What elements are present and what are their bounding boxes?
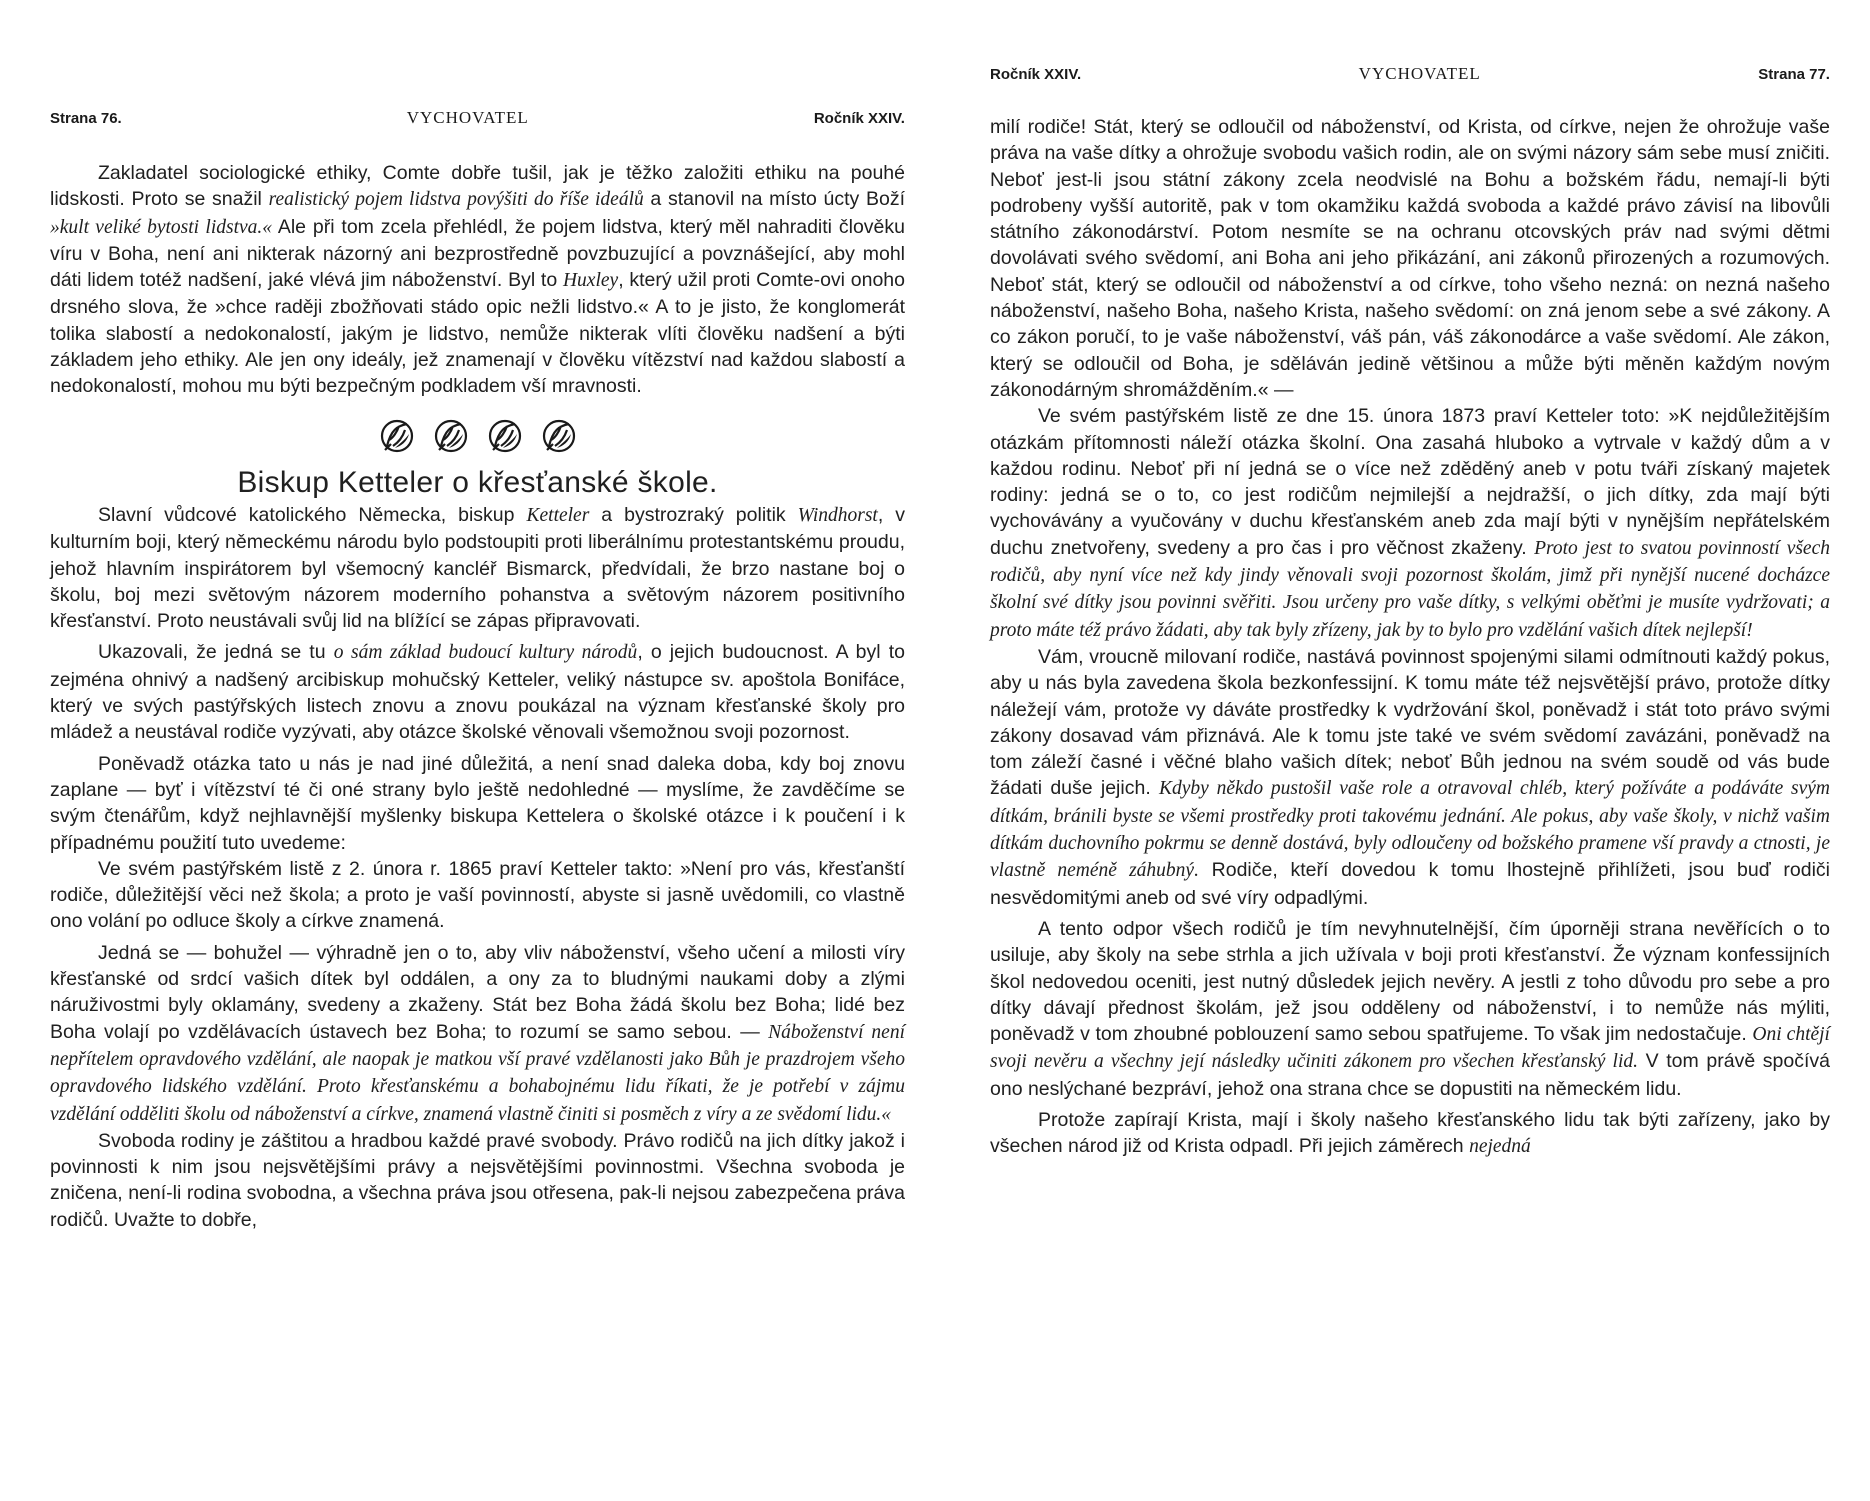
body-paragraph <box>990 916 1830 1102</box>
page-number: Strana 77. <box>1758 66 1830 83</box>
volume-label: Ročník XXIV. <box>813 110 905 127</box>
right-page <box>990 0 1870 1501</box>
text-run: A tento odpor všech rodičů je tím nevyhnutelnější, čím úporněji strana nevěřících o to usiluje, aby školy na sebe strhla a jich užívala v boji proti křesťanství. Že význam konfessijních škol nedovedou oceniti, jest nutný důsledek jejich nevěry. A jestli z toho důvodu pro sebe a pro dítky dávají přednost školám, jež jsou odděleny od náboženství, i to nemůže nás mýliti, poněvadž v tom zhoubné poblouzení samo sebou spatřujeme. To však jim nedostačuje. <box>990 917 1830 1046</box>
tulip-ornament-icon <box>485 416 525 456</box>
text-run: Rodiče, kteří dovedou k tomu lhostejně přihlížeti, jsou buď rodiči nesvědomitými aneb od své víry odpadlými. <box>990 859 1830 909</box>
text-run: , který užil proti Comte-ovi onoho drsného slova, že »chce raději zbožňovati stádo opic nežli lidstvo.« A to je jisto, že konglomerát tolika slabostí a nedokonalostí, jakým je lidstvo, nemůže nikterak vlíti člověku nadšení a býti základem jeho ethiky. Ale jen ony ideály, jež znamenají v člověku vítězství nad každou slabostí a nedokonalostí, mohou mu býti bezpečným podkladem vší mravnosti. <box>50 269 905 398</box>
tulip-ornament-icon <box>377 416 417 456</box>
italic-run: realistický pojem lidstva povýšiti do říše ideálů <box>268 189 644 211</box>
text-run: Poněvadž otázka tato u nás je nad jiné důležitá, a není snad daleka doba, kdy boj znovu zaplane — byť i vítězství té či oné strany bylo ještě nedohledné — myslíme, že zavděčíme se svým čtenářům, když nejhlavnější myšlenky biskupa Kettelera o školské otázce i k poučení i k případnému použití tuto uvedeme: <box>50 752 905 854</box>
italic-run: Oni chtějí svoji nevěru a všechny její následky učiniti zákonem pro všechen křesťanský lid. <box>990 1024 1830 1073</box>
italic-run: Náboženství není nepřítelem opravdového vzdělání, ale naopak je matkou vší pravé vzdělanosti jako Bůh je prazdrojem všeho opravdového lidského vzdělání. Proto křesťanskému a bohabojnému lidu říkati, že je potřebí v zájmu vzdělání odděliti školu od náboženství a církve, znamená vlastně činiti si posměch z víry a ze svědomí lidu.« <box>50 1021 905 1125</box>
italic-run: »kult veliké bytosti lidstva.« <box>50 216 273 238</box>
italic-run: Proto jest to svatou povinností všech rodičů, aby nyní více než kdy jindy věnovali svoji pozornost školám, jimž při nynější nucené docházce školní své dítky jsou povinni svěřiti. Jsou určeny pro vaše dítky, s velkými oběťmi je musíte vydržovati; a proto máte též právo žádati, aby tak byly zřízeny, jak by to bylo pro vzdělání vašich dítek nejlepší! <box>990 537 1830 641</box>
text-run: Svoboda rodiny je záštitou a hradbou každé pravé svobody. Právo rodičů na jich dítky jakož i povinnosti k nim jsou nejsvětějšími právy a nejsvětějšími povinnostmi. Všechna svoboda je zničena, není-li rodina svobodna, a všechna práva jsou otřesena, pak-li nejsou zabezpečena práva rodičů. Uvažte to dobře, <box>50 1129 905 1231</box>
italic-run: Windhorst <box>797 504 878 526</box>
left-page <box>50 0 930 1501</box>
text-run: Protože zapírají Krista, mají i školy našeho křesťanského lidu tak býti zařízeny, jako by všechen národ již od Krista odpadl. Při jejich záměrech <box>990 1108 1830 1158</box>
text-run: , v kulturním boji, který německému národu bylo podstoupiti proti liberálnímu protestantskému proudu, jehož hlavním inspirátorem byl všemocný kancléř Bismarck, předvídali, že brzo nastane boj o školu, boj mezi světovým názorem moderního pohanstva a světovým názorem positivního křesťanství. Proto neustávali svůj lid na blížící se zápas připravovati. <box>50 503 905 633</box>
text-run: Ukazovali, že jedná se tu <box>98 641 334 664</box>
body-paragraph <box>50 856 905 935</box>
text-run: Ve svém pastýřském listě ze dne 15. února 1873 praví Ketteler toto: »K nejdůležitějším otázkám přítomnosti náleží otázka školní. Ona zasahá hluboko a vytrvale v každý dům a v každou rodinu. Neboť při ní jedná se o více než zděděný aneb v potu tváři získaný majetek rodiny: jedná se o to, co jest rodičům nejmilejší a nejdražší, o jich dítky, zda mají býti vychovávány a vyučovány v duchu křesťanském aneb zda mají býti v nynějším nepřátelském duchu znetvořeny, svedeny a pro čas i pro věčnost zkaženy. <box>990 405 1830 559</box>
italic-run: Ketteler <box>526 504 590 526</box>
text-run: Zakladatel sociologické ethiky, Comte dobře tušil, jak je těžko založiti ethiku na pouhé lidskosti. Proto se snažil <box>50 162 905 211</box>
left-page-body <box>50 160 905 1233</box>
italic-run: Kdyby někdo pustošil vaše role a otravoval chléb, který požíváte a podáváte svým dítkám, bránili byste se všemi prostředky proti takovému jednání. Ale pokus, aby vaše školy, v nichž vašim dítkám duchovního pokrmu se denně dostává, byly odloučeny od božského pramene vší pravdy a ctnosti, je vlastně neméně záhubný. <box>990 778 1830 882</box>
body-paragraph <box>50 502 905 634</box>
body-paragraph <box>990 644 1830 911</box>
text-run: V tom právě spočívá ono neslýchané bezpráví, jehož ona strana chce se dopustiti na německém lidu. <box>990 1050 1830 1100</box>
body-paragraph <box>50 940 905 1128</box>
intro-paragraph <box>50 160 905 400</box>
article-title: Biskup Ketteler o křesťanské škole. <box>237 465 718 499</box>
left-page-header <box>50 108 905 128</box>
italic-run: nejedná <box>1469 1136 1531 1158</box>
italic-run: o sám základ budoucí kultury národů <box>333 642 638 664</box>
body-paragraph <box>50 639 905 745</box>
italic-run: Huxley <box>562 270 619 292</box>
text-run: milí rodiče! Stát, který se odloučil od náboženství, od Krista, od církve, nejen že ohrožuje vaše práva na vaše dítky a ohrožuje svobodu vašich rodin, ale on svými názory sám sebe musí zničiti. Neboť jest-li jsou státní zákony zcela neodvislé na Bohu a božském řádu, nemají-li býti podrobeny vyšší autoritě, pak v tom okamžiku každá svoboda a každé právo závisí na libovůli státního zákonodárství. Potom nesmíte se na ochranu otcovských práv nad svými dětmi dovolávati svého svědomí, ani Boha ani jeho přikázání, ani zákonů přirozených a rozumových. Neboť stát, který se odloučil od náboženství a od církve, toho všeho nezná: on nezná našeho náboženství, našeho Boha, našeho Krista, našeho svědomí: on zná jenom sebe a své zákony. A co zákon poručí, to je vaše náboženství, váš pán, váš zákonodárce a vaše svědomí. Ale zákon, který se odloučil od Boha, je sděláván jedině většinou a může býti měněn každým novým zákonodárným shromážděním.« — <box>990 116 1830 401</box>
body-paragraph <box>50 751 905 856</box>
text-run: a stanovil na místo úcty Boží <box>643 188 905 211</box>
volume-label: Ročník XXIV. <box>990 66 1082 83</box>
text-run: Slavní vůdcové katolického Německa, biskup <box>98 503 527 526</box>
journal-title: VYCHOVATEL <box>406 108 529 127</box>
tulip-ornament-icon <box>431 416 471 456</box>
tulip-ornament-icon <box>539 416 579 456</box>
body-paragraph <box>990 114 1830 403</box>
text-run: , o jejich budoucnost. A byl to zejména ohnivý a nadšený arcibiskup mohučský Ketteler, veliký nástupce sv. apoštola Bonifáce, který ve svých pastýřských listech znovu a znovu poukázal na význam křesťanské školy pro mládež a neustával rodiče vyzývati, aby otázce školské věnovali všemožnou svoji pozornost. <box>50 641 905 744</box>
body-paragraph <box>50 1128 905 1233</box>
body-paragraph <box>990 403 1830 644</box>
body-paragraph <box>990 1107 1830 1161</box>
text-run: Ve svém pastýřském listě z 2. února r. 1865 praví Ketteler takto: »Není pro vás, křesťanští rodiče, důležitější věci než škola; a proto je vaší povinností, abyste si jasně uvědomili, co vlastně ono volání po odluce školy a církve znamená. <box>50 857 905 933</box>
right-page-header <box>990 64 1830 84</box>
text-run: Jedná se — bohužel — výhradně jen o to, aby vliv náboženství, všeho učení a milosti víry křesťanské od srdcí vašich dítek byl oddálen, a ony za to bludnými naukami doby a zlými náruživostmi byly oklamány, svedeny a zkaženy. Stát bez Boha žádá školu bez Boha; lidé bez Boha volají po vzdělávacích ústavech bez Boha; to rozumí se samo sebou. — <box>50 941 905 1043</box>
page-number: Strana 76. <box>50 110 122 127</box>
right-page-body <box>990 114 1830 1161</box>
journal-title: VYCHOVATEL <box>1358 64 1481 83</box>
ornament-divider <box>50 416 905 456</box>
text-run: Vám, vroucně milovaní rodiče, nastává povinnost spojenými silami odmítnouti každý pokus, aby u nás byla zavedena škola bezkonfessijní. K tomu máte též nejsvětější právo, protože dítky náležejí vám, protože vy dáváte prostředky k vydržování škol, poněvadž i stát toto právo svými zákony dosavad vám přiznává. Ale k tomu jste také ve svém svědomí zavázáni, poněvadž na tom záleží časné i věčné blaho vašich dítek; neboť Bůh jednou na svém soudě od vás bude žádati duše jejich. <box>990 645 1830 800</box>
text-run: Ale při tom zcela přehlédl, že pojem lidstva, který měl nahraditi člověku víru v Boha, není ani nikterak názorný ani bezprostředně povzbuzující a povznášející, aby mohl dáti lidem totéž nadšení, jaké vlévá jim náboženství. Byl to <box>50 215 905 292</box>
text-run: a bystrozraký politik <box>589 503 798 526</box>
